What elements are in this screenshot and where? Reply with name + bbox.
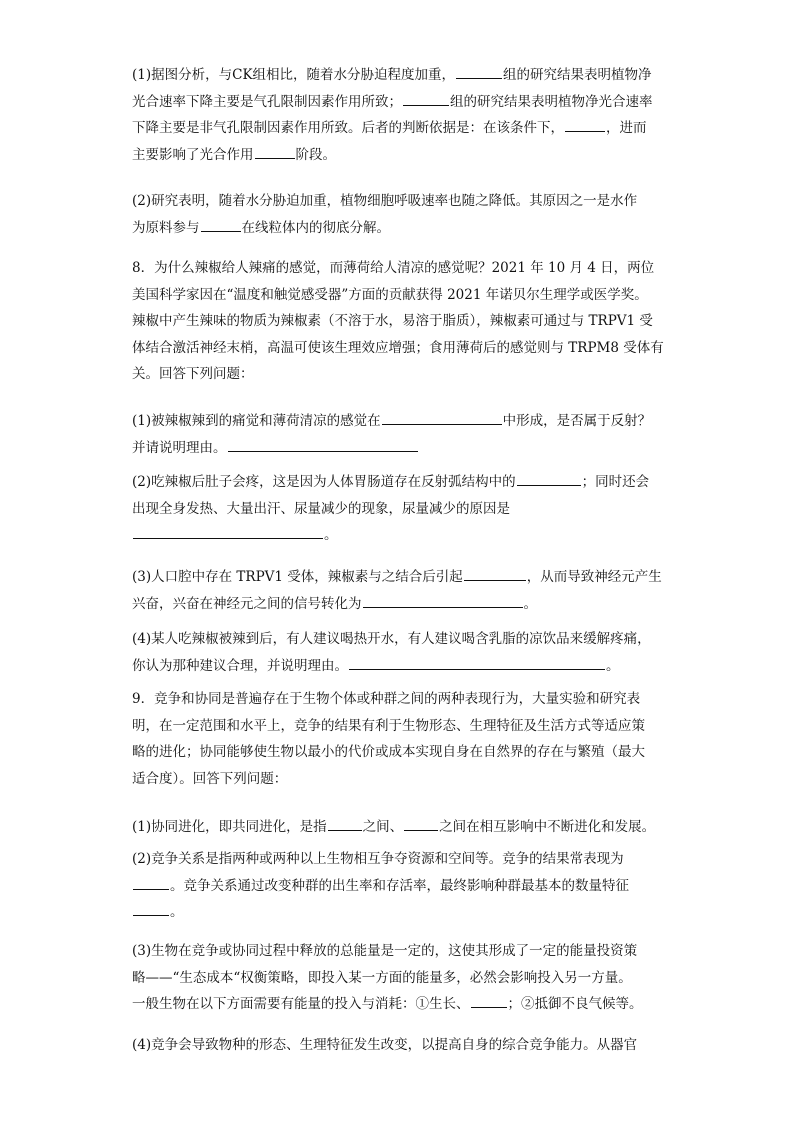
text-line: 8．为什么辣椒给人辣痛的感觉，而薄荷给人清凉的感觉呢？2021 年 10 月 4 日，两位 <box>132 260 655 276</box>
answer-blank[interactable] <box>255 143 295 159</box>
answer-blank[interactable] <box>565 116 605 132</box>
text-line: 兴奋，兴奋在神经元之间的信号转化为 。 <box>132 591 672 618</box>
text-line: (2)竞争关系是指两种或两种以上生物相互争夺资源和空间等。竞争的结果常表现为 <box>132 851 624 867</box>
q9-sub2 <box>132 846 672 926</box>
q7-part2 <box>132 188 672 241</box>
text-line: 。竞争关系通过改变种群的出生率和存活率，最终影响种群最基本的数量特征 <box>132 873 672 900</box>
text-line: 关。回答下列问题： <box>132 366 254 382</box>
answer-blank[interactable] <box>404 815 438 831</box>
text-line: 出现全身发热、大量出汗、尿量减少的现象，尿量减少的原因是 <box>132 500 510 517</box>
text-line: (1)被辣椒辣到的痛觉和薄荷清凉的感觉在 中形成，是否属于反射？ <box>132 408 672 435</box>
text-line: 略——“生态成本“权衡策略，即投入某一方面的能量多，必然会影响投入另一方量。 <box>132 969 632 986</box>
answer-blank[interactable] <box>464 565 526 581</box>
answer-blank[interactable] <box>349 654 605 670</box>
answer-blank[interactable] <box>382 409 502 425</box>
text-line: 并请说明理由。 <box>132 435 672 462</box>
text-line: 为原料参与 在线粒体内的彻底分解。 <box>132 215 672 242</box>
text-line: 。 <box>132 899 672 926</box>
q9-sub4 <box>132 1032 672 1059</box>
text-line: (3)生物在竞争或协同过程中释放的总能量是一定的，这使其形成了一定的能量投资策 <box>132 943 638 959</box>
text-line: (2)吃辣椒后肚子会疼，这是因为人体胃肠道存在反射弧结构中的 ；同时还会 <box>132 469 672 496</box>
q8-sub2 <box>132 469 672 549</box>
text-line: 体结合激活神经末梢，高温可使该生理效应增强；食用薄荷后的感觉则与 TRPM8 受体有 <box>132 339 664 356</box>
q9-intro <box>132 686 672 792</box>
q7-part1 <box>132 62 672 168</box>
q9-sub1 <box>132 814 672 841</box>
text-line: (2)研究表明，随着水分胁迫加重，植物细胞呼吸速率也随之降低。其原因之一是水作 <box>132 193 638 209</box>
answer-blank[interactable] <box>228 436 418 452</box>
text-line: 9．竞争和协同是普遍存在于生物个体或种群之间的两种表现行为，大量实验和研究表 <box>132 691 641 707</box>
q8-sub4 <box>132 626 672 679</box>
text-line: 美国科学家因在“温度和触觉感受器”方面的贡献获得 2021 年诺贝尔生理学或医学奖。 <box>132 286 648 303</box>
q8-intro <box>132 255 672 388</box>
answer-blank[interactable] <box>201 216 241 232</box>
answer-blank[interactable] <box>471 992 507 1008</box>
text-line: (4)竞争会导致物种的形态、生理特征发生改变，以提高自身的综合竞争能力。从器官 <box>132 1037 638 1053</box>
text-line: 适合度）。回答下列问题： <box>132 770 288 787</box>
q8-sub1 <box>132 408 672 461</box>
text-line: 你认为那种建议合理，并说明理由。 。 <box>132 653 672 680</box>
text-line: 。 <box>132 522 672 549</box>
q9-sub3 <box>132 938 672 1018</box>
text-line: 一般生物在以下方面需要有能量的投入与消耗：①生长、 ；②抵御不良气候等。 <box>132 991 672 1018</box>
text-line: 主要影响了光合作用 阶段。 <box>132 142 672 169</box>
q8-sub3 <box>132 564 672 617</box>
text-line: (1)协同进化，即共同进化，是指 之间、 之间在相互影响中不断进化和发展。 <box>132 814 672 841</box>
answer-blank[interactable] <box>133 874 169 890</box>
text-line: 下降主要是非气孔限制因素作用所致。后者的判断依据是：在该条件下， ，进而 <box>132 115 672 142</box>
text-line: (1)据图分析，与CK组相比，随着水分胁迫程度加重， 组的研究结果表明植物净 <box>132 62 672 89</box>
text-line: 辣椒中产生辣味的物质为辣椒素（不溶于水，易溶于脂质），辣椒素可通过与 TRPV1 受 <box>132 313 653 329</box>
answer-blank[interactable] <box>456 63 502 79</box>
text-line: 光合速率下降主要是气孔限制因素作用所致； 组的研究结果表明植物净光合速率 <box>132 89 672 116</box>
answer-blank[interactable] <box>133 900 169 916</box>
text-line: 明，在一定范围和水平上，竞争的结果有利于生物形态、生理特征及生活方式等适应策 <box>132 717 645 734</box>
answer-blank[interactable] <box>363 592 523 608</box>
answer-blank[interactable] <box>328 815 362 831</box>
answer-blank[interactable] <box>517 470 581 486</box>
answer-blank[interactable] <box>133 523 323 539</box>
text-line: 略的进化；协同能够使生物以最小的代价或成本实现自身在自然界的存在与繁殖（最大 <box>132 744 645 760</box>
text-line: (3)人口腔中存在 TRPV1 受体，辣椒素与之结合后引起 ，从而导致神经元产生 <box>132 564 672 591</box>
answer-blank[interactable] <box>403 90 449 106</box>
text-line: (4)某人吃辣椒被辣到后，有人建议喝热开水，有人建议喝含乳脂的凉饮品来缓解疼痛， <box>132 631 651 647</box>
